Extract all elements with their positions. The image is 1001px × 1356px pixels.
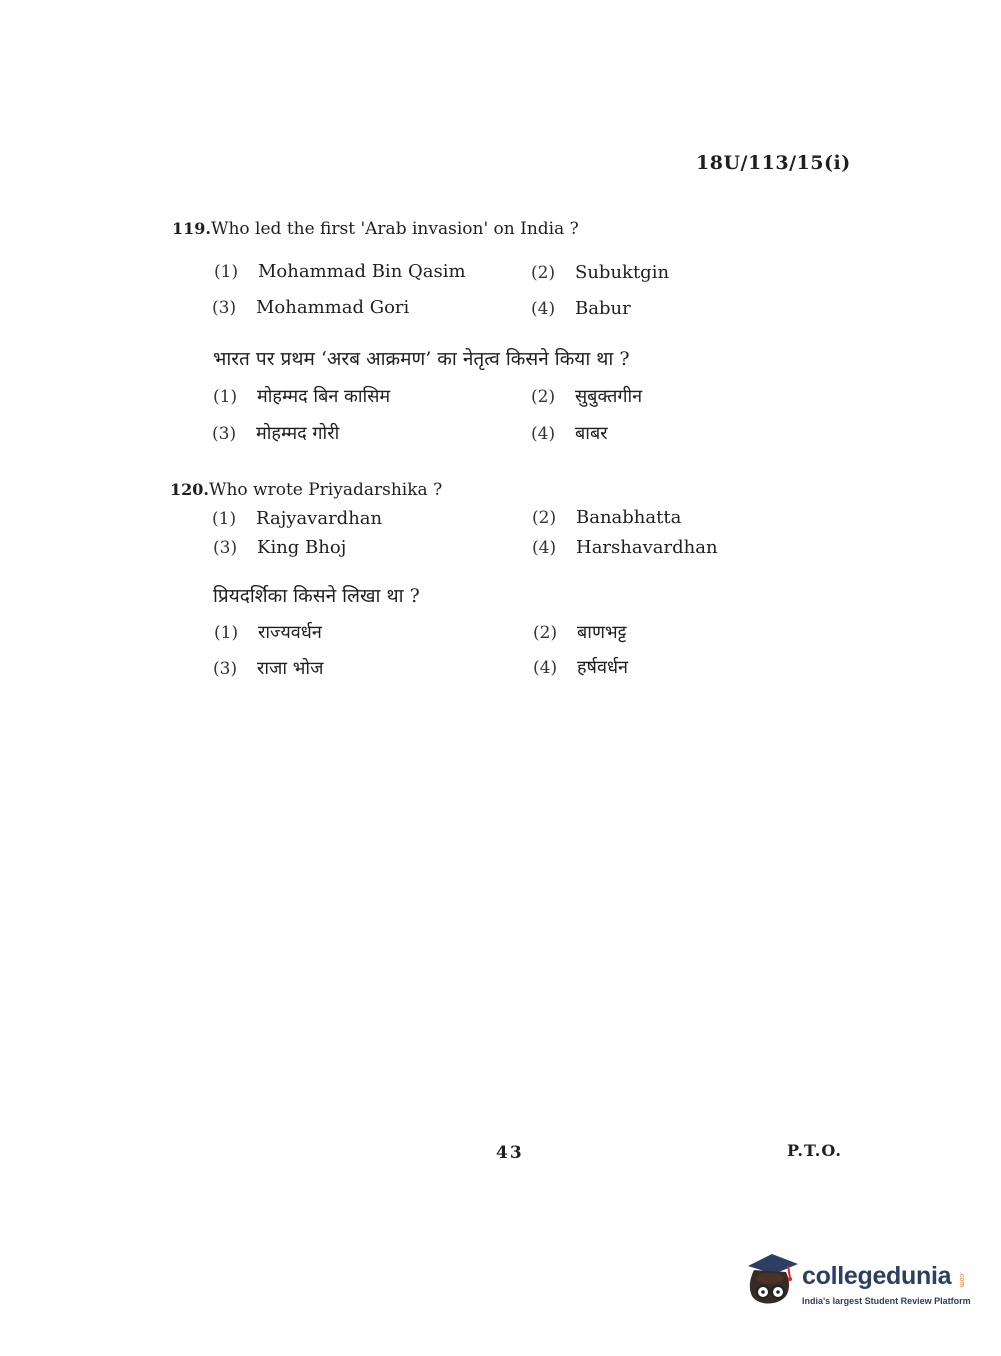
option-number: (3): [213, 538, 238, 558]
option-label: Rajyavardhan: [256, 508, 383, 529]
option-en-1: [212, 508, 382, 529]
option-en-3: [213, 537, 346, 558]
question-120: [170, 480, 442, 500]
option-number: (4): [531, 424, 556, 444]
option-label: Mohammad Gori: [256, 297, 410, 318]
option-number: (3): [213, 659, 238, 679]
mascot-icon: [742, 1248, 800, 1312]
question-119: [172, 219, 579, 239]
option-hi-1: [213, 384, 390, 408]
question-text-en: Who led the first 'Arab invasion' on India ?: [210, 219, 579, 239]
question-text-hi: प्रियदर्शिका किसने लिखा था ?: [213, 585, 420, 607]
option-label: सुबुक्तगीन: [575, 386, 643, 407]
option-en-1: [214, 261, 466, 282]
option-number: (2): [531, 263, 556, 283]
option-number: (1): [214, 262, 239, 282]
option-hi-4: [533, 655, 628, 679]
option-number: (4): [532, 538, 557, 558]
option-hi-3: [213, 656, 323, 680]
pto-label: P.T.O.: [787, 1141, 842, 1160]
option-label: Subuktgin: [575, 262, 670, 283]
option-number: (3): [212, 298, 237, 318]
option-number: (2): [532, 508, 557, 528]
option-number: (1): [214, 623, 239, 643]
option-hi-2: [531, 384, 642, 408]
option-label: बाणभट्ट: [577, 622, 627, 643]
question-number: 120.: [170, 480, 209, 499]
option-number: (2): [533, 623, 558, 643]
option-number: (1): [213, 387, 238, 407]
question-number: 119.: [172, 219, 211, 238]
option-label: हर्षवर्धन: [577, 657, 629, 678]
option-label: King Bhoj: [257, 537, 347, 558]
page-number: 43: [496, 1143, 524, 1163]
option-en-4: [532, 537, 718, 558]
option-label: राज्यवर्धन: [258, 622, 322, 643]
option-label: Harshavardhan: [576, 537, 718, 558]
option-en-2: [531, 262, 669, 283]
option-number: (2): [531, 387, 556, 407]
option-label: राजा भोज: [257, 658, 324, 679]
question-text-en: Who wrote Priyadarshika ?: [208, 480, 443, 500]
option-hi-1: [214, 620, 322, 644]
option-label: Mohammad Bin Qasim: [258, 261, 466, 282]
brand-name: collegedunia: [802, 1262, 952, 1290]
option-label: बाबर: [575, 423, 608, 444]
question-text-hi: भारत पर प्रथम ‘अरब आक्रमण’ का नेतृत्व किसने किया था ?: [213, 348, 630, 370]
collegedunia-logo: [742, 1248, 972, 1318]
option-label: मोहम्मद गोरी: [256, 423, 340, 444]
option-number: (1): [212, 509, 237, 529]
option-en-4: [531, 298, 631, 319]
option-label: मोहम्मद बिन कासिम: [257, 386, 391, 407]
option-label: Babur: [575, 298, 631, 319]
brand-tagline: India's largest Student Review Platform: [802, 1296, 971, 1306]
paper-code: 18U/113/15(i): [696, 152, 851, 174]
option-number: (3): [212, 424, 237, 444]
option-hi-4: [531, 421, 608, 445]
option-hi-2: [533, 620, 626, 644]
option-en-2: [532, 507, 681, 528]
option-hi-3: [212, 421, 339, 445]
option-en-3: [212, 297, 409, 318]
option-label: Banabhatta: [576, 507, 682, 528]
option-number: (4): [531, 299, 556, 319]
brand-domain: .com: [958, 1272, 965, 1288]
option-number: (4): [533, 658, 558, 678]
